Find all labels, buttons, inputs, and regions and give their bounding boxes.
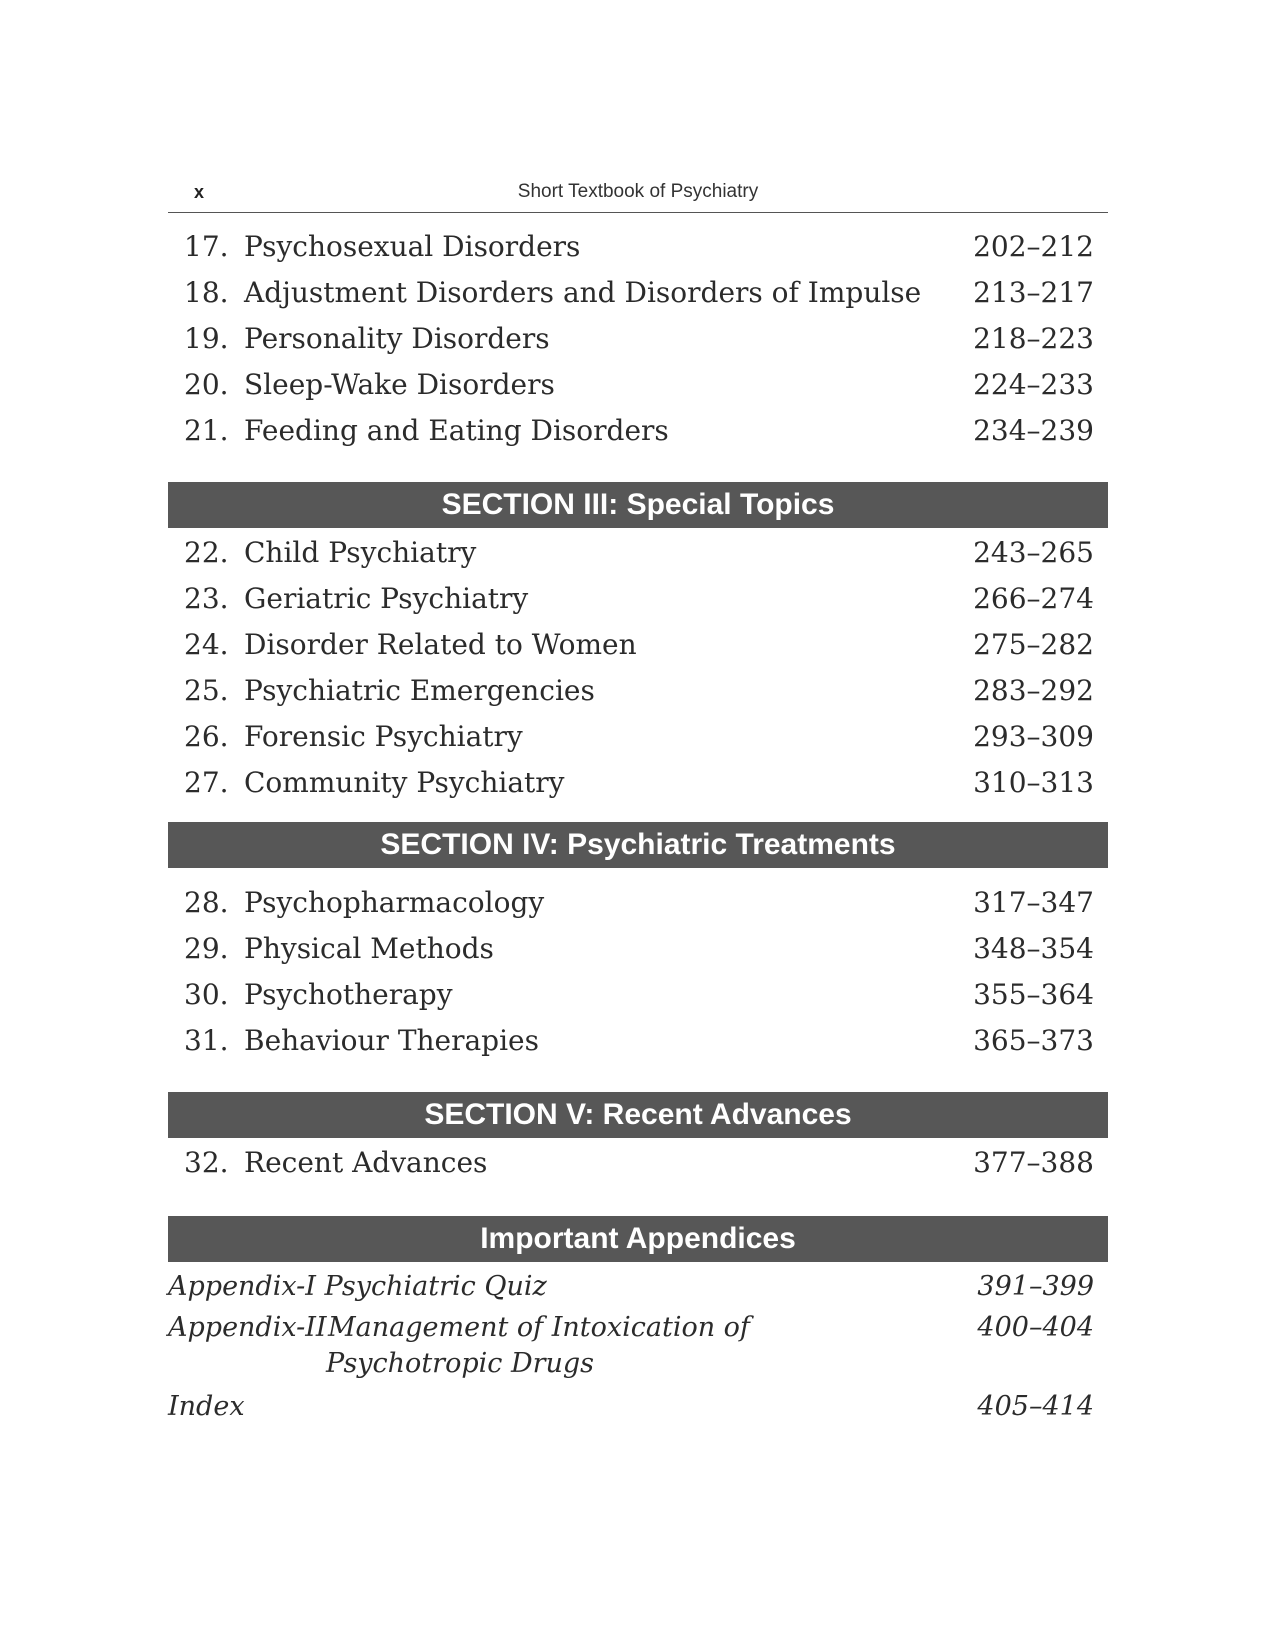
page-range: 234–239 [973, 414, 1094, 447]
chapter-number: 23. [184, 582, 229, 615]
page-range: 355–364 [973, 978, 1094, 1011]
chapter-number: 28. [184, 886, 229, 919]
index-title: Index [168, 1391, 245, 1422]
chapter-number: 17. [184, 230, 229, 263]
page-range: 317–347 [973, 886, 1094, 919]
page-range: 391–399 [977, 1271, 1094, 1302]
page-range: 243–265 [973, 536, 1094, 569]
section-heading-v: SECTION V: Recent Advances [168, 1092, 1108, 1138]
appendix-label: Appendix-II [168, 1312, 327, 1343]
chapter-title: Psychotherapy [244, 978, 453, 1011]
toc-row[interactable] [168, 714, 1108, 760]
toc-row[interactable] [168, 576, 1108, 622]
page-range: 202–212 [973, 230, 1094, 263]
toc-row[interactable] [168, 622, 1108, 668]
toc-row[interactable] [168, 270, 1108, 316]
toc-row[interactable] [168, 668, 1108, 714]
appendix-title: Management of Intoxication of [328, 1312, 750, 1343]
page-number: x [194, 182, 205, 202]
page-range: 283–292 [973, 674, 1094, 707]
section-heading-iv: SECTION IV: Psychiatric Treatments [168, 822, 1108, 868]
chapter-number: 32. [184, 1146, 229, 1179]
chapter-number: 29. [184, 932, 229, 965]
toc-row[interactable] [168, 880, 1108, 926]
page-range: 400–404 [977, 1312, 1094, 1343]
appendix-list [168, 1266, 1108, 1428]
appendix-row[interactable] [168, 1266, 1108, 1308]
chapter-title: Child Psychiatry [244, 536, 477, 569]
toc-row[interactable] [168, 224, 1108, 270]
chapter-number: 26. [184, 720, 229, 753]
section-heading-iii: SECTION III: Special Topics [168, 482, 1108, 528]
toc-row[interactable] [168, 316, 1108, 362]
chapter-title: Behaviour Therapies [244, 1024, 539, 1057]
index-row[interactable] [168, 1386, 1108, 1428]
page-range: 405–414 [977, 1391, 1094, 1422]
toc-row[interactable] [168, 1018, 1108, 1064]
chapter-title: Physical Methods [244, 932, 494, 965]
running-title: Short Textbook of Psychiatry [517, 181, 759, 202]
chapter-list-continued [168, 224, 1108, 454]
page-range: 310–313 [973, 766, 1094, 799]
section-heading-appendices: Important Appendices [168, 1216, 1108, 1262]
toc-row[interactable] [168, 362, 1108, 408]
chapter-title: Personality Disorders [244, 322, 550, 355]
section-iv-chapters [168, 880, 1108, 1064]
chapter-title: Sleep-Wake Disorders [244, 368, 555, 401]
chapter-number: 24. [184, 628, 229, 661]
chapter-number: 22. [184, 536, 229, 569]
toc-row[interactable] [168, 926, 1108, 972]
toc-row[interactable] [168, 408, 1108, 454]
section-iii-chapters [168, 530, 1108, 806]
chapter-title: Disorder Related to Women [244, 628, 637, 661]
chapter-title: Psychiatric Emergencies [244, 674, 595, 707]
chapter-title: Psychosexual Disorders [244, 230, 581, 263]
chapter-number: 18. [184, 276, 229, 309]
page-range: 218–223 [973, 322, 1094, 355]
page-range: 377–388 [973, 1146, 1094, 1179]
chapter-number: 19. [184, 322, 229, 355]
section-v-chapters [168, 1140, 1108, 1186]
chapter-number: 31. [184, 1024, 229, 1057]
toc-row[interactable] [168, 972, 1108, 1018]
page-range: 348–354 [973, 932, 1094, 965]
toc-row[interactable] [168, 760, 1108, 806]
chapter-number: 25. [184, 674, 229, 707]
appendix-title: Appendix-I Psychiatric Quiz [168, 1271, 547, 1302]
toc-row[interactable] [168, 530, 1108, 576]
chapter-number: 21. [184, 414, 229, 447]
toc-row[interactable] [168, 1140, 1108, 1186]
chapter-title: Community Psychiatry [244, 766, 565, 799]
chapter-title: Recent Advances [244, 1146, 488, 1179]
page-range: 213–217 [973, 276, 1094, 309]
chapter-title: Geriatric Psychiatry [244, 582, 529, 615]
chapter-title: Adjustment Disorders and Disorders of Impulse [244, 276, 922, 309]
running-header [168, 178, 1108, 213]
chapter-number: 30. [184, 978, 229, 1011]
page-range: 293–309 [973, 720, 1094, 753]
page-range: 224–233 [973, 368, 1094, 401]
chapter-number: 20. [184, 368, 229, 401]
page-range: 365–373 [973, 1024, 1094, 1057]
chapter-title: Feeding and Eating Disorders [244, 414, 669, 447]
appendix-row[interactable] [168, 1308, 1108, 1386]
page-range: 266–274 [973, 582, 1094, 615]
chapter-title: Forensic Psychiatry [244, 720, 523, 753]
appendix-title-continued: Psychotropic Drugs [326, 1348, 595, 1379]
chapter-title: Psychopharmacology [244, 886, 545, 919]
page-range: 275–282 [973, 628, 1094, 661]
chapter-number: 27. [184, 766, 229, 799]
